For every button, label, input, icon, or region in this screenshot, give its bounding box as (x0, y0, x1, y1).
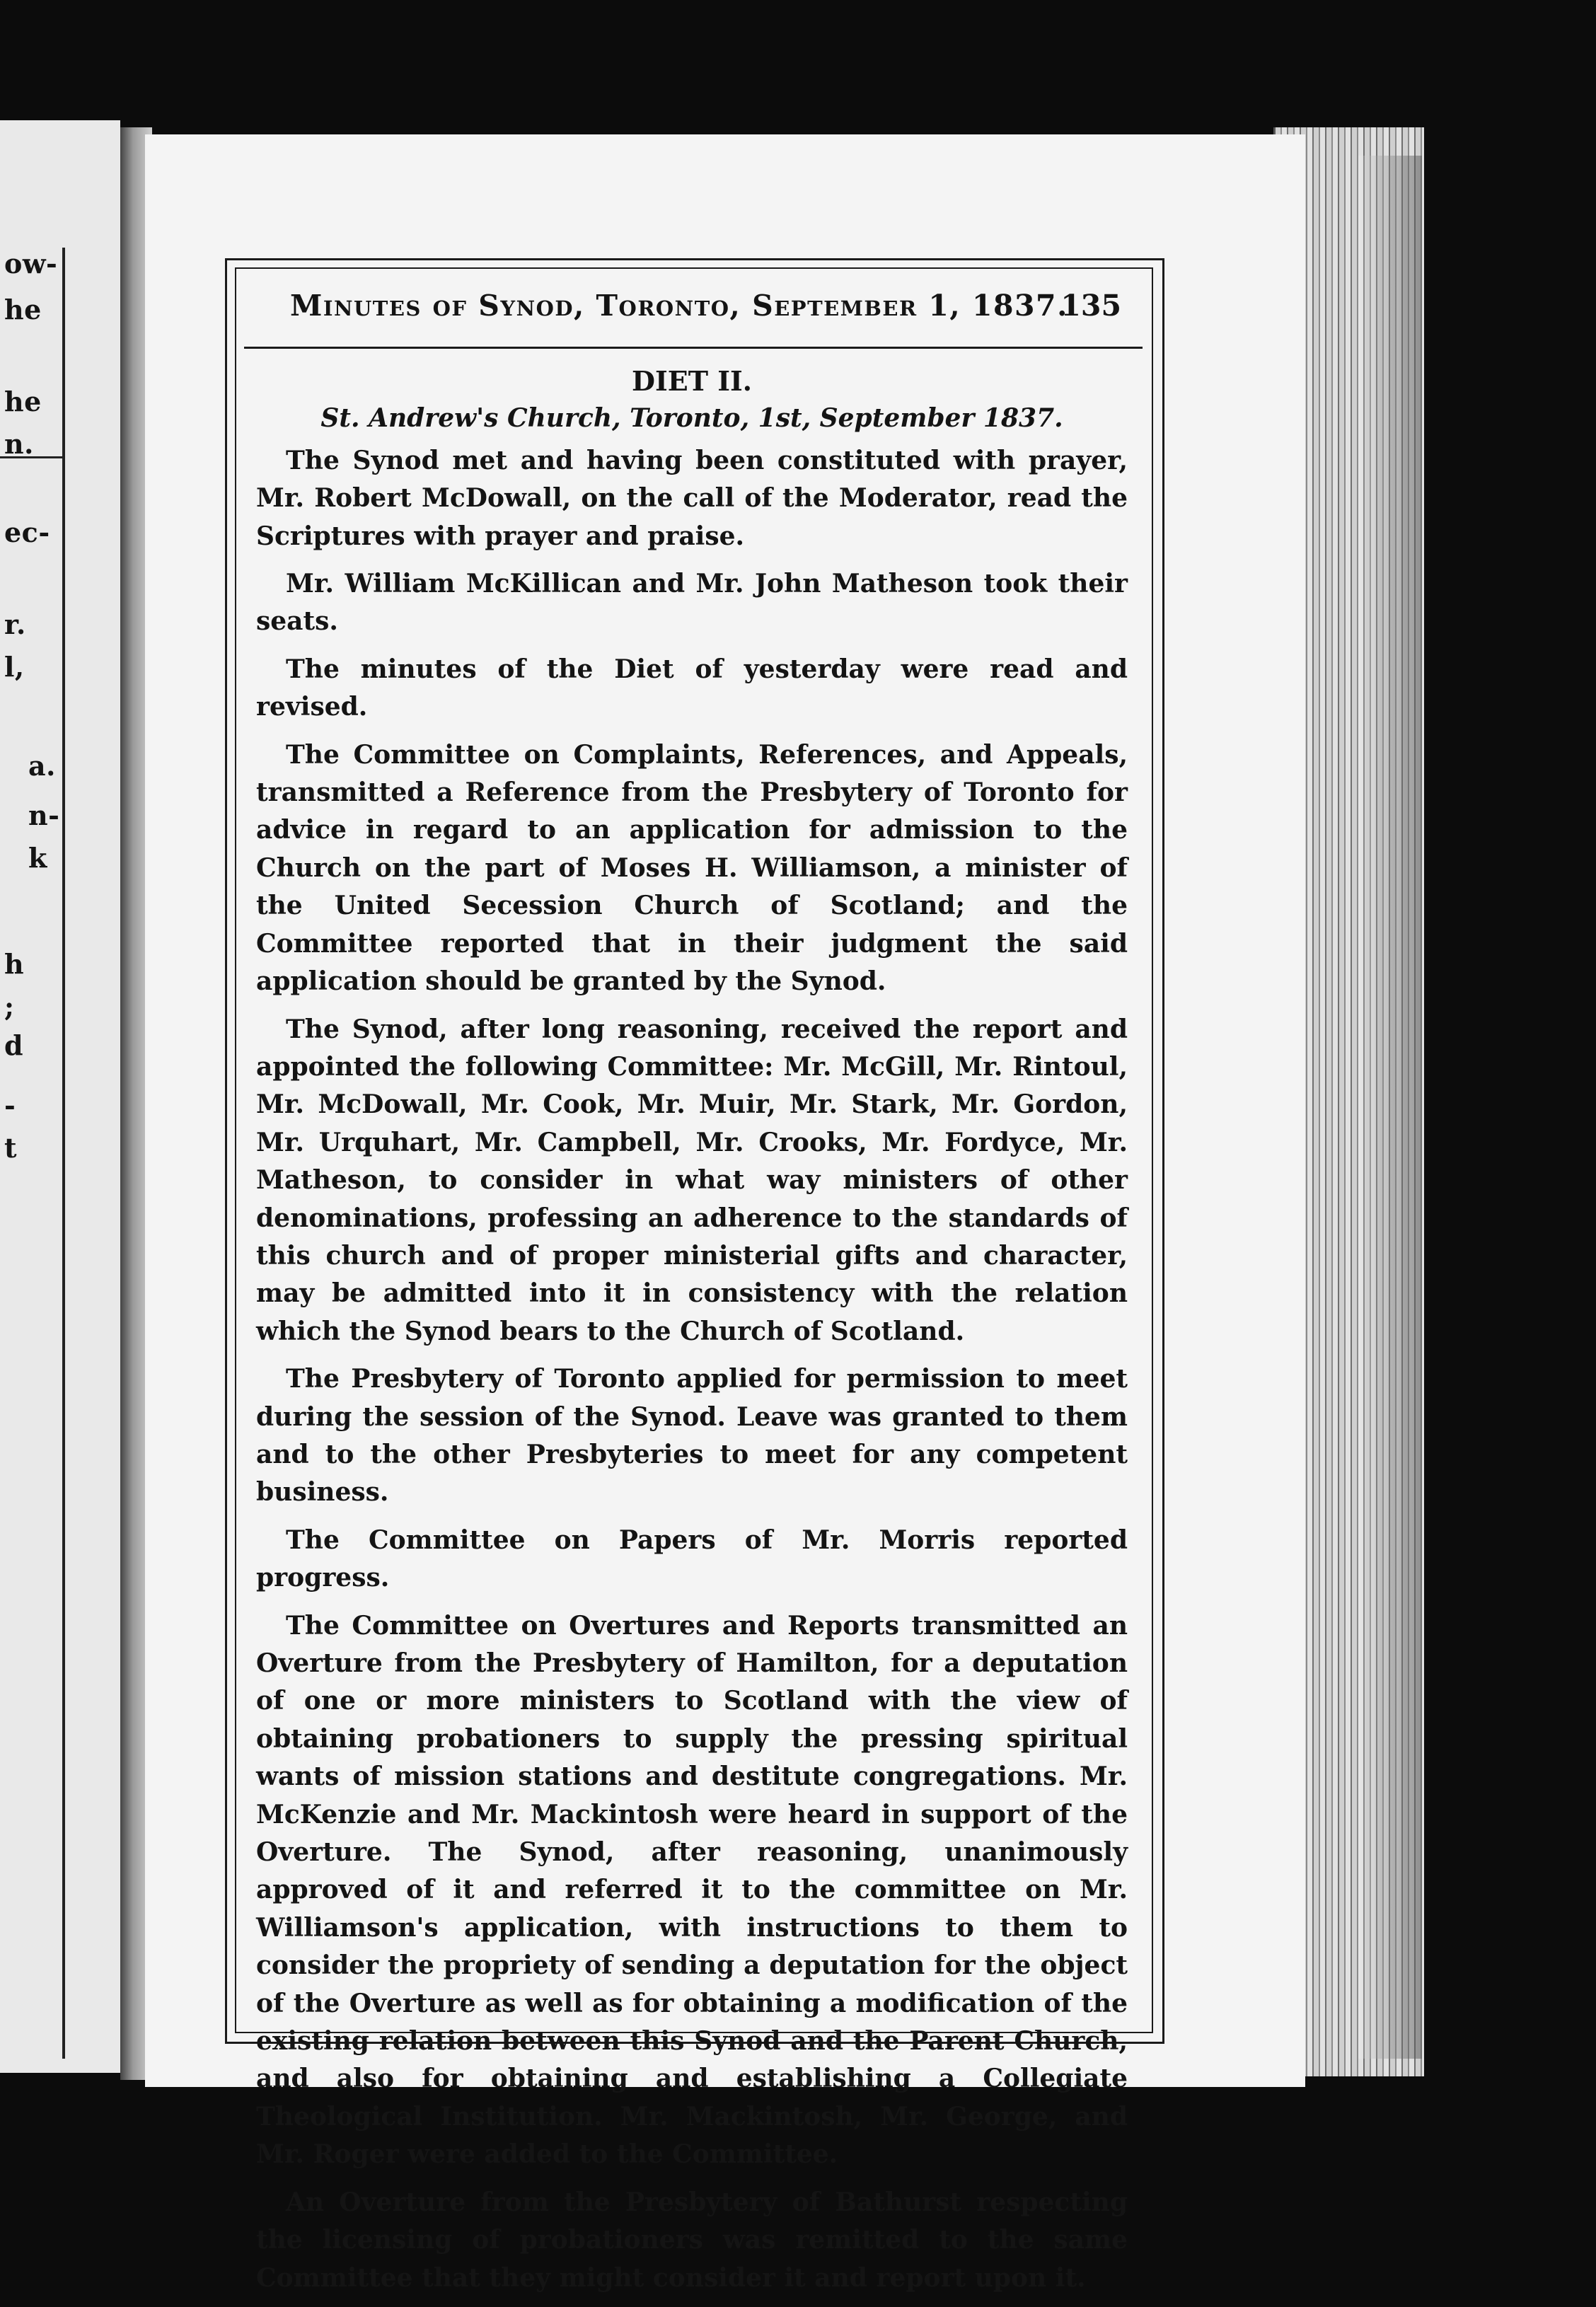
header-rule (244, 347, 1143, 349)
place-date-line: St. Andrew's Church, Toronto, 1st, September 1837. (320, 403, 1063, 434)
left-page-fragment: t (4, 1132, 18, 1164)
left-page-fragment: k (28, 842, 47, 874)
page-number: 135 (1060, 289, 1121, 323)
left-facing-page (0, 120, 120, 2073)
left-page-rule-vertical (62, 248, 65, 2059)
minutes-paragraph: The Synod, after long reasoning, received the report and appointed the following Committee: Mr. McGill, Mr. Rintoul, Mr. McDowall, Mr. Cook, Mr. Muir, Mr. Stark, Mr. Gordon, Mr. Urquhart, Mr. Campbell, Mr. Crooks, Mr. Fordyce, Mr. Matheson, to consider in what way ministers of other denominations, professing an adherence to the standards of this church and of proper ministerial gifts and character, may be admitted into it in consistency with the relation which the Synod bears to the Church of Scotland. (256, 1014, 1128, 1346)
page-edge-shadow (1358, 156, 1422, 2059)
minutes-paragraph: The Committee on Complaints, References, and Appeals, transmitted a Reference from the Presbytery of Toronto for advice in regard to an application for admission to the Church on the part of Moses H. Williamson, a minister of the United Secession Church of Scotland; and the Committee reported that in their judgment the said application should be granted by the Synod. (256, 739, 1128, 997)
minutes-paragraph: The Presbytery of Toronto applied for permission to meet during the session of the Synod. Leave was granted to them and to the other Presbyteries to meet for any competent business. (256, 1364, 1128, 1508)
left-page-fragment: he (4, 386, 42, 417)
left-page-fragment: ow- (4, 248, 58, 279)
left-page-fragment: - (4, 1089, 16, 1121)
left-page-fragment: a. (28, 750, 56, 782)
running-head: Minutes of Synod, Toronto, September 1, 1837. (290, 289, 1068, 323)
left-page-fragment: ; (4, 990, 15, 1022)
left-page-fragment: d (4, 1029, 24, 1061)
minutes-paragraph: The minutes of the Diet of yesterday were read and revised. (256, 654, 1128, 722)
left-page-fragment: h (4, 948, 25, 980)
section-heading: DIET II. (632, 365, 752, 397)
page-body (256, 362, 1128, 2307)
minutes-paragraph: The Synod met and having been constituted with prayer, Mr. Robert McDowall, on the call of the Moderator, read the Scriptures with prayer and praise. (256, 445, 1128, 551)
page-header (290, 289, 1121, 331)
minutes-paragraph: The Committee on Overtures and Reports transmitted an Overture from the Presbytery of Hamilton, for a deputation of one or more ministers to Scotland with the view of obtaining probationers to supply the pressing spiritual wants of mission stations and destitute congregations. Mr. McKenzie and Mr. Mackintosh were heard in support of the Overture. The Synod, after reasoning, unanimously approved of it and referred it to the committee on Mr. Williamson's application, with instructions to them to consider the propriety of sending a deputation for the object of the Overture as well as for obtaining a modification of the existing relation between this Synod and the Parent Church, and also for obtaining and establishing a Collegiate Theological Institution. Mr. Mackintosh, Mr. George, and Mr. Roger were added to the Committee. (256, 1610, 1128, 2170)
left-page-fragment: n. (4, 428, 34, 460)
minutes-paragraph: Mr. William McKillican and Mr. John Matheson took their seats. (256, 569, 1128, 637)
left-page-fragment: r. (4, 608, 26, 640)
left-page-fragment: he (4, 294, 42, 325)
left-page-fragment: l, (4, 651, 25, 683)
minutes-paragraphs (256, 442, 1128, 2297)
minutes-paragraph: The Committee on Papers of Mr. Morris reported progress. (256, 1525, 1128, 1593)
left-page-fragment: n- (28, 799, 60, 831)
left-page-fragment: ec- (4, 516, 50, 548)
minutes-paragraph: An Overture from the Presbytery of Bathurst respecting the licensing of probationers was remitted to the same Committee that they might consider it and report upon it. (256, 2187, 1128, 2293)
